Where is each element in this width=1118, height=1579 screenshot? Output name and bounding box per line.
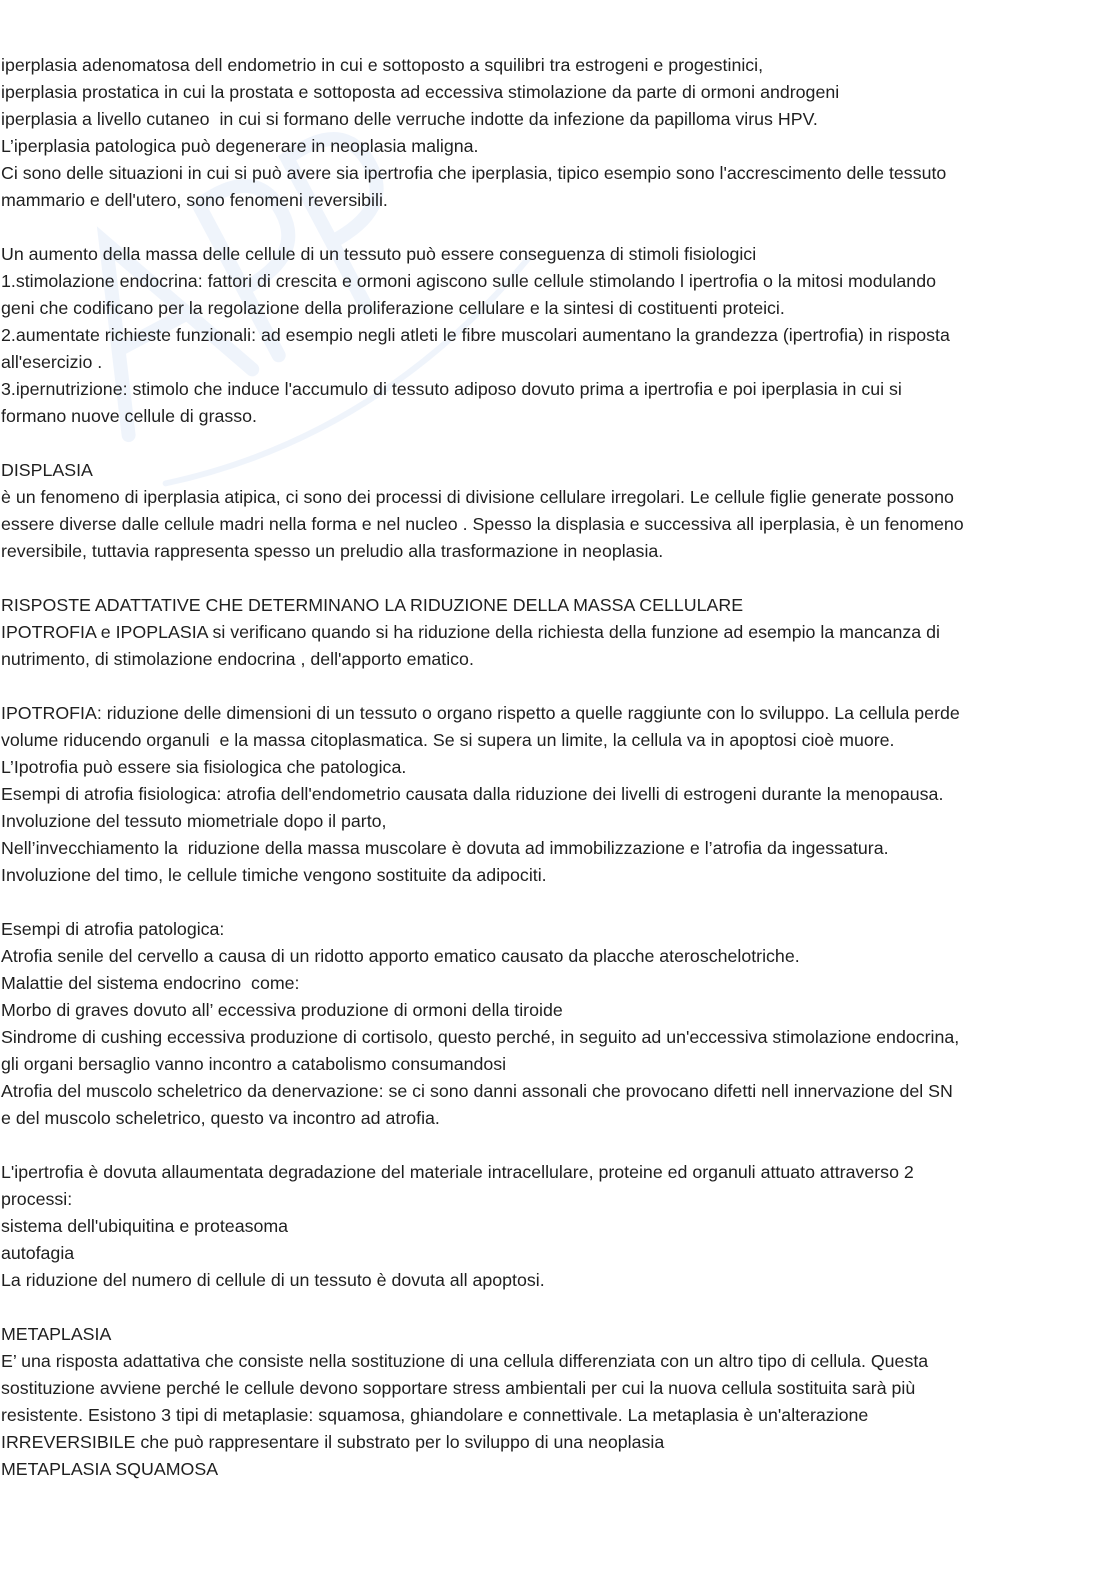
- list-item: 1.stimolazione endocrina: fattori di crescita e ormoni agiscono sulle cellule stimolando l ipertrofia o la mitosi modulando: [1, 271, 936, 291]
- paragraph-ipotrofia: [1, 700, 1116, 889]
- text-line: iperplasia a livello cutaneo in cui si formano delle verruche indotte da infezione da papilloma virus HPV.: [1, 109, 818, 129]
- text-line: reversibile, tuttavia rappresenta spesso un preludio alla trasformazione in neoplasia.: [1, 541, 664, 561]
- subsection-heading: METAPLASIA SQUAMOSA: [1, 1459, 219, 1479]
- text-line: Un aumento della massa delle cellule di un tessuto può essere conseguenza di stimoli fisiologici: [1, 244, 757, 264]
- text-line: Atrofia senile del cervello a causa di un ridotto apporto ematico causato da placche ateroschelotriche.: [1, 946, 800, 966]
- section-metaplasia: [1, 1321, 1116, 1483]
- text-line: resistente. Esistono 3 tipi di metaplasie: squamosa, ghiandolare e connettivale. La metaplasia è un'alterazione: [1, 1405, 869, 1425]
- text-line: IPOTROFIA e IPOPLASIA si verificano quando si ha riduzione della richiesta della funzione ad esempio la mancanza di: [1, 622, 940, 642]
- text-line: all'esercizio .: [1, 352, 103, 372]
- text-line: Esempi di atrofia patologica:: [1, 919, 225, 939]
- list-item: autofagia: [1, 1243, 75, 1263]
- text-line: gli organi bersaglio vanno incontro a catabolismo consumandosi: [1, 1054, 507, 1074]
- text-line: iperplasia adenomatosa dell endometrio in cui e sottoposto a squilibri tra estrogeni e progestinici,: [1, 55, 764, 75]
- text-line: L’Ipotrofia può essere sia fisiologica che patologica.: [1, 757, 407, 777]
- text-line: formano nuove cellule di grasso.: [1, 406, 257, 426]
- paragraph-degradazione: [1, 1159, 1116, 1294]
- text-line: IPOTROFIA: riduzione delle dimensioni di un tessuto o organo rispetto a quelle raggiunte con lo sviluppo. La cellula perde: [1, 703, 960, 723]
- text-line: iperplasia prostatica in cui la prostata e sottoposta ad eccessiva stimolazione da parte di ormoni androgeni: [1, 82, 840, 102]
- text-line: processi:: [1, 1189, 73, 1209]
- document-body: [1, 52, 1116, 1483]
- section-heading: DISPLASIA: [1, 460, 93, 480]
- list-item: 3.ipernutrizione: stimolo che induce l'accumulo di tessuto adiposo dovuto prima a ipertrofia e poi iperplasia in cui si: [1, 379, 902, 399]
- section-heading: RISPOSTE ADATTATIVE CHE DETERMINANO LA RIDUZIONE DELLA MASSA CELLULARE: [1, 595, 744, 615]
- text-line: volume riducendo organuli e la massa citoplasmatica. Se si supera un limite, la cellula va in apoptosi cioè muore.: [1, 730, 895, 750]
- paragraph-iperplasia-examples: [1, 52, 1116, 214]
- list-item: sistema dell'ubiquitina e proteasoma: [1, 1216, 289, 1236]
- text-line: essere diverse dalle cellule madri nella forma e nel nucleo . Spesso la displasia e successiva all iperplasia, è un fenomeno: [1, 514, 964, 534]
- text-line: IRREVERSIBILE che può rappresentare il substrato per lo sviluppo di una neoplasia: [1, 1432, 665, 1452]
- text-line: Involuzione del timo, le cellule timiche vengono sostituite da adipociti.: [1, 865, 547, 885]
- text-line: nutrimento, di stimolazione endocrina , dell'apporto ematico.: [1, 649, 474, 669]
- text-line: L’iperplasia patologica può degenerare in neoplasia maligna.: [1, 136, 479, 156]
- text-line: Sindrome di cushing eccessiva produzione di cortisolo, questo perché, in seguito ad un'eccessiva stimolazione endocrina,: [1, 1027, 960, 1047]
- section-displasia: [1, 457, 1116, 565]
- text-line: e del muscolo scheletrico, questo va incontro ad atrofia.: [1, 1108, 440, 1128]
- section-heading: METAPLASIA: [1, 1324, 112, 1344]
- text-line: Atrofia del muscolo scheletrico da denervazione: se ci sono danni assonali che provocano difetti nell innervazione del SN: [1, 1081, 953, 1101]
- paragraph-physiological-stimuli: [1, 241, 1116, 430]
- text-line: mammario e dell'utero, sono fenomeni reversibili.: [1, 190, 388, 210]
- text-line: La riduzione del numero di cellule di un tessuto è dovuta all apoptosi.: [1, 1270, 545, 1290]
- section-risposte-adattative: [1, 592, 1116, 673]
- list-item: 2.aumentate richieste funzionali: ad esempio negli atleti le fibre muscolari aumentano la grandezza (ipertrofia) in risposta: [1, 325, 950, 345]
- text-line: geni che codificano per la regolazione della proliferazione cellulare e la sintesi di costituenti proteici.: [1, 298, 785, 318]
- text-line: è un fenomeno di iperplasia atipica, ci sono dei processi di divisione cellulare irregolari. Le cellule figlie generate possono: [1, 487, 954, 507]
- text-line: Morbo di graves dovuto all’ eccessiva produzione di ormoni della tiroide: [1, 1000, 563, 1020]
- text-line: L'ipertrofia è dovuta allaumentata degradazione del materiale intracellulare, proteine ed organuli attuato attraverso 2: [1, 1162, 914, 1182]
- text-line: sostituzione avviene perché le cellule devono sopportare stress ambientali per cui la nuova cellula sostituita sarà più: [1, 1378, 916, 1398]
- text-line: Malattie del sistema endocrino come:: [1, 973, 300, 993]
- text-line: E’ una risposta adattativa che consiste nella sostituzione di una cellula differenziata con un altro tipo di cellula. Questa: [1, 1351, 929, 1371]
- paragraph-atrofia-patologica: [1, 916, 1116, 1132]
- text-line: Involuzione del tessuto miometriale dopo il parto,: [1, 811, 387, 831]
- text-line: Ci sono delle situazioni in cui si può avere sia ipertrofia che iperplasia, tipico esempio sono l'accrescimento delle tessuto: [1, 163, 947, 183]
- text-line: Nell’invecchiamento la riduzione della massa muscolare è dovuta ad immobilizzazione e l’atrofia da ingessatura.: [1, 838, 889, 858]
- text-line: Esempi di atrofia fisiologica: atrofia dell'endometrio causata dalla riduzione dei livelli di estrogeni durante la menopausa.: [1, 784, 944, 804]
